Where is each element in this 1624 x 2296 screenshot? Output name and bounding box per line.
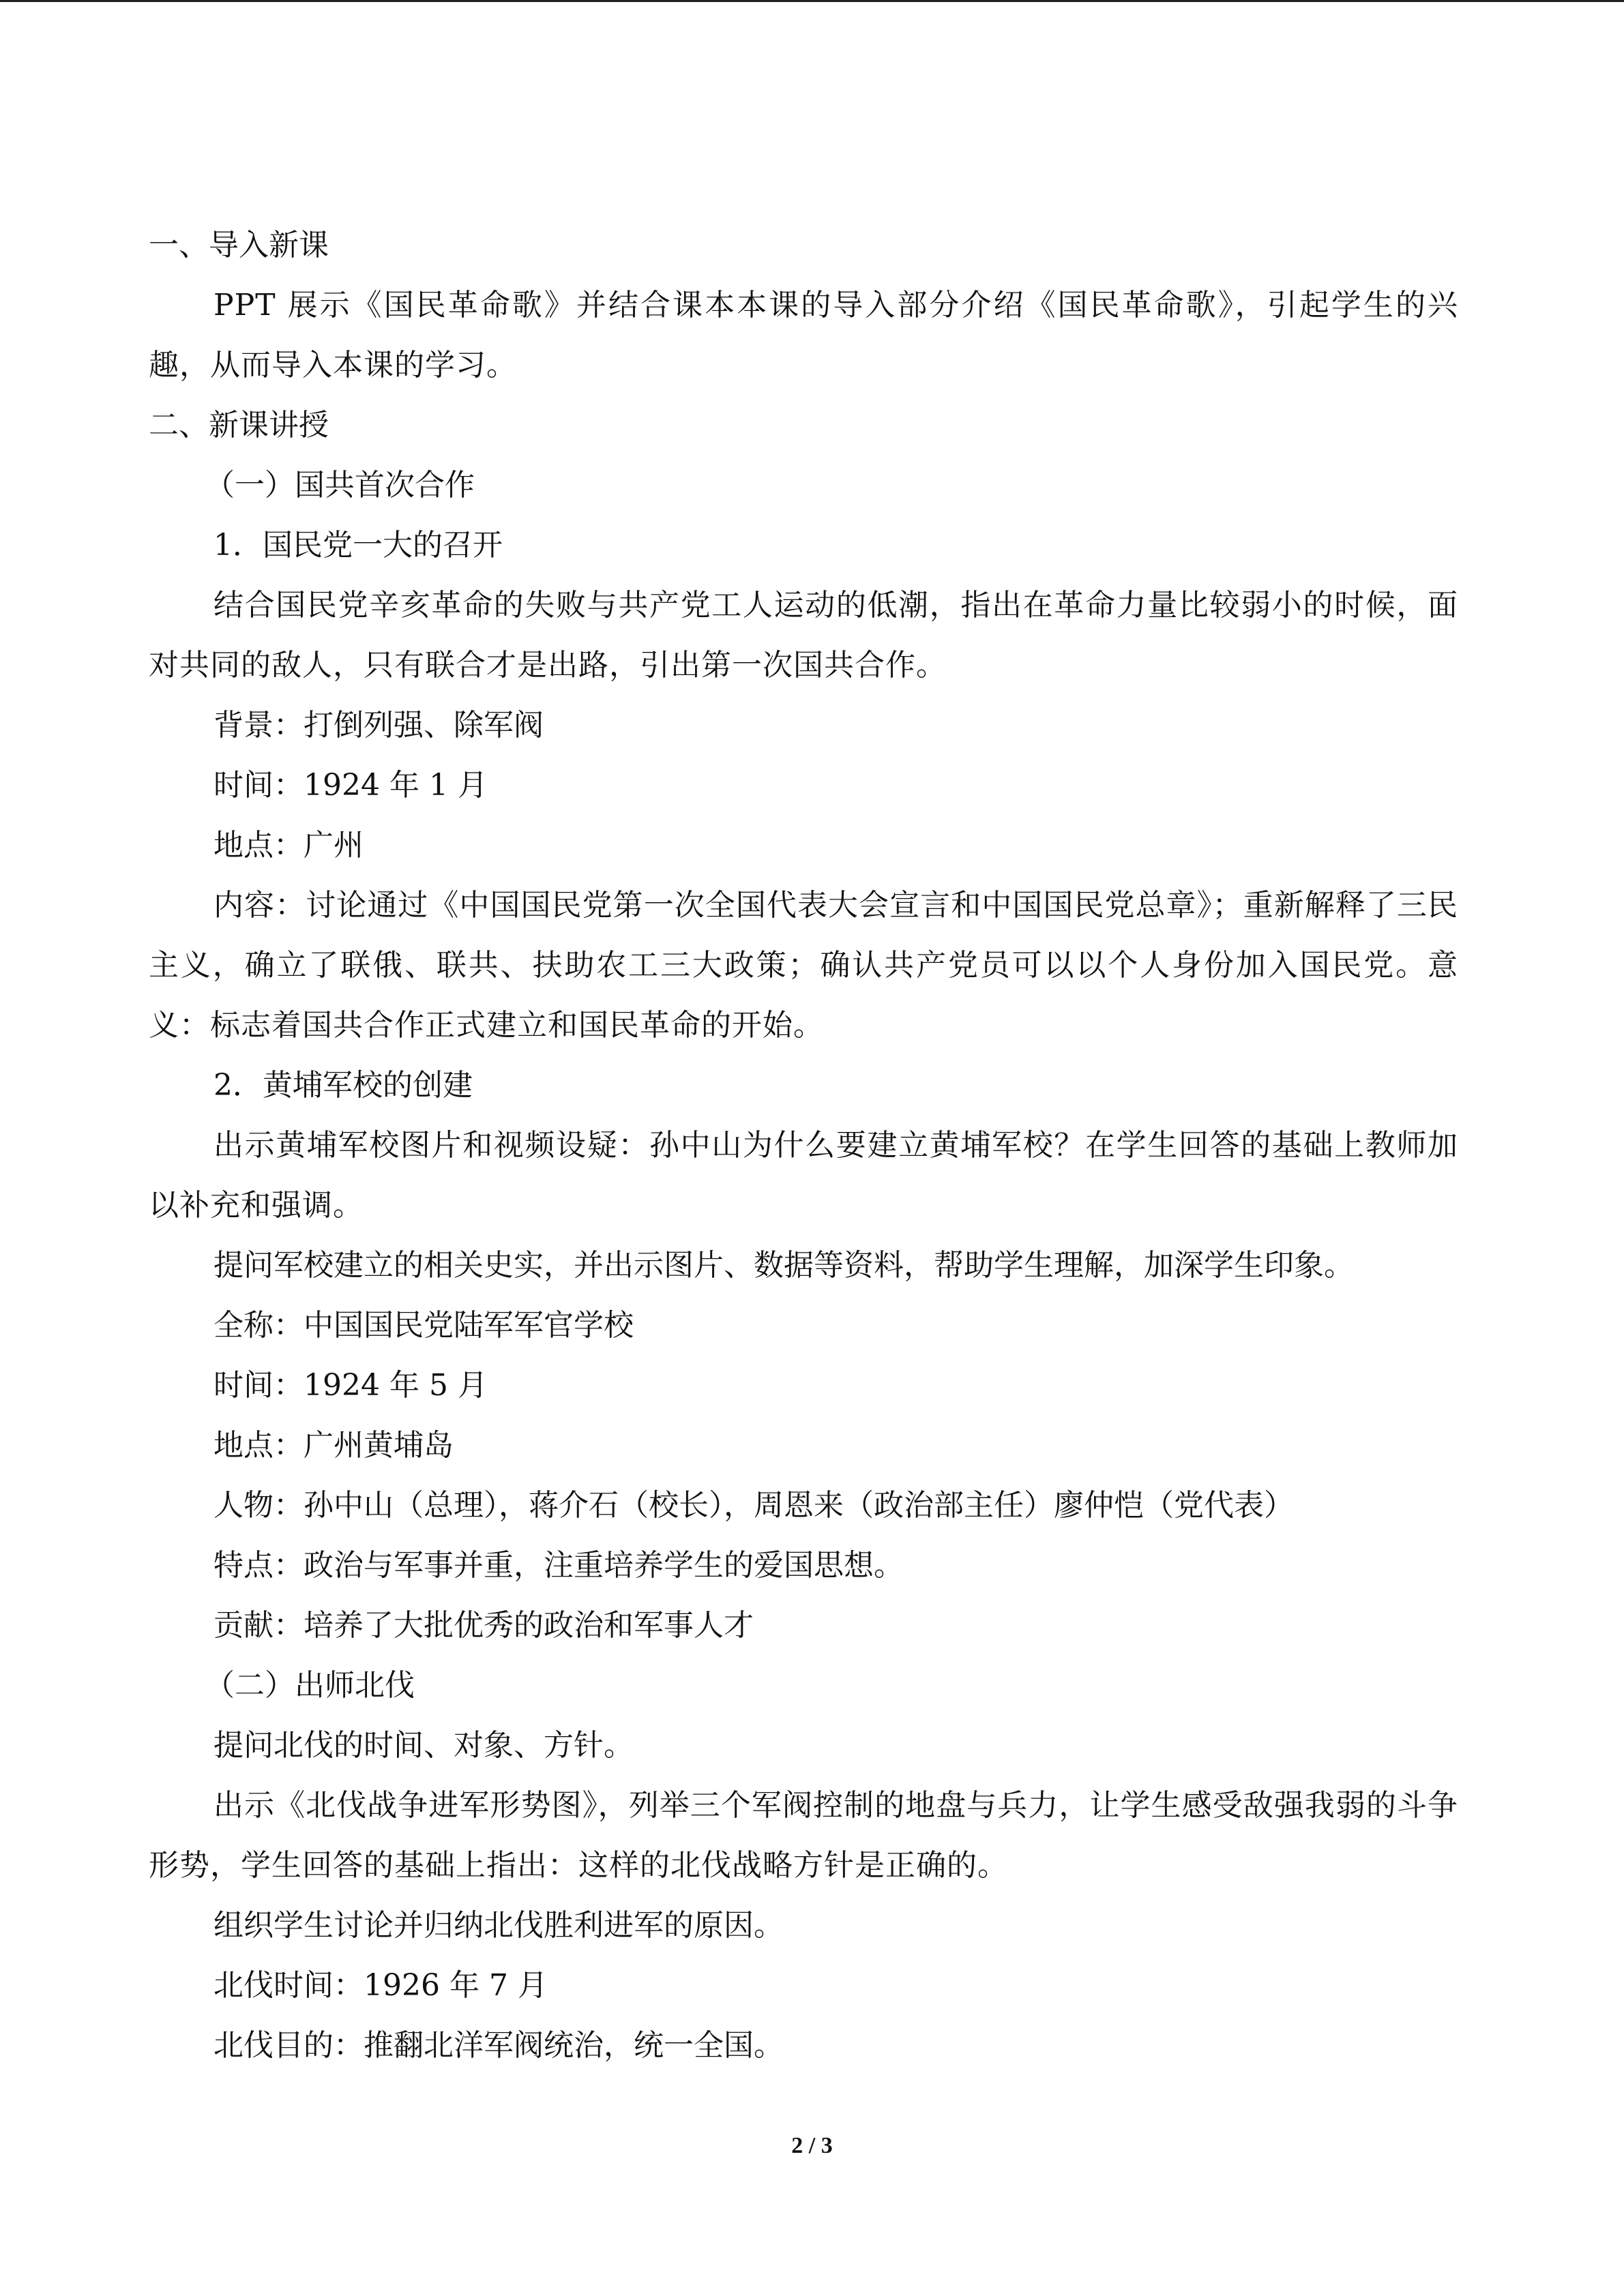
paragraph: PPT 展示《国民革命歌》并结合课本本课的导入部分介绍《国民革命歌》，引起学生的兴趣，从而导入本课的学习。	[149, 288, 1458, 383]
text-line: 人物：孙中山（总理），蒋介石（校长），周恩来（政治部主任）廖仲恺（党代表）	[213, 1488, 1294, 1523]
text-line: 北伐时间：1926 年 7 月	[213, 1968, 548, 2003]
paragraph: 结合国民党辛亥革命的失败与共产党工人运动的低潮，指出在革命力量比较弱小的时候，面对共同的敌人，只有联合才是出路，引出第一次国共合作。	[149, 588, 1458, 683]
subsection-heading: （二）出师北伐	[205, 1668, 415, 1703]
page-number: 2 / 3	[791, 2133, 833, 2158]
text-line: 全称：中国国民党陆军军官学校	[213, 1308, 634, 1343]
item-heading: 2．黄埔军校的创建	[213, 1068, 473, 1103]
text-line: 地点：广州	[213, 828, 364, 863]
paragraph: 出示《北伐战争进军形势图》，列举三个军阀控制的地盘与兵力，让学生感受敌强我弱的斗争形势，学生回答的基础上指出：这样的北伐战略方针是正确的。	[149, 1788, 1458, 1883]
text-line: 提问北伐的时间、对象、方针。	[213, 1728, 634, 1763]
text-line: 地点：广州黄埔岛	[213, 1428, 454, 1463]
text-line: 特点：政治与军事并重，注重培养学生的爱国思想。	[213, 1548, 904, 1583]
page-top-border	[0, 0, 1624, 2]
paragraph: 出示黄埔军校图片和视频设疑：孙中山为什么要建立黄埔军校？在学生回答的基础上教师加以补充和强调。	[149, 1128, 1458, 1223]
text-line: 时间：1924 年 5 月	[213, 1368, 488, 1403]
item-heading: 1．国民党一大的召开	[213, 528, 503, 563]
subsection-heading: （一）国共首次合作	[205, 468, 475, 503]
section-heading: 一、导入新课	[149, 228, 329, 263]
text-line: 组织学生讨论并归纳北伐胜利进军的原因。	[213, 1908, 784, 1943]
text-line: 提问军校建立的相关史实，并出示图片、数据等资料，帮助学生理解，加深学生印象。	[213, 1248, 1354, 1283]
section-heading: 二、新课讲授	[149, 408, 329, 443]
text-line: 背景：打倒列强、除军阀	[213, 708, 544, 743]
paragraph: 内容：讨论通过《中国国民党第一次全国代表大会宣言和中国国民党总章》；重新解释了三民主义，确立了联俄、联共、扶助农工三大政策；确认共产党员可以以个人身份加入国民党。意义：标志着国共合作正式建立和国民革命的开始。	[149, 888, 1458, 1043]
text-line: 时间：1924 年 1 月	[213, 768, 488, 803]
document-body	[149, 215, 1458, 2076]
text-line: 北伐目的：推翻北洋军阀统治，统一全国。	[213, 2028, 784, 2063]
text-line: 贡献：培养了大批优秀的政治和军事人才	[213, 1608, 754, 1643]
